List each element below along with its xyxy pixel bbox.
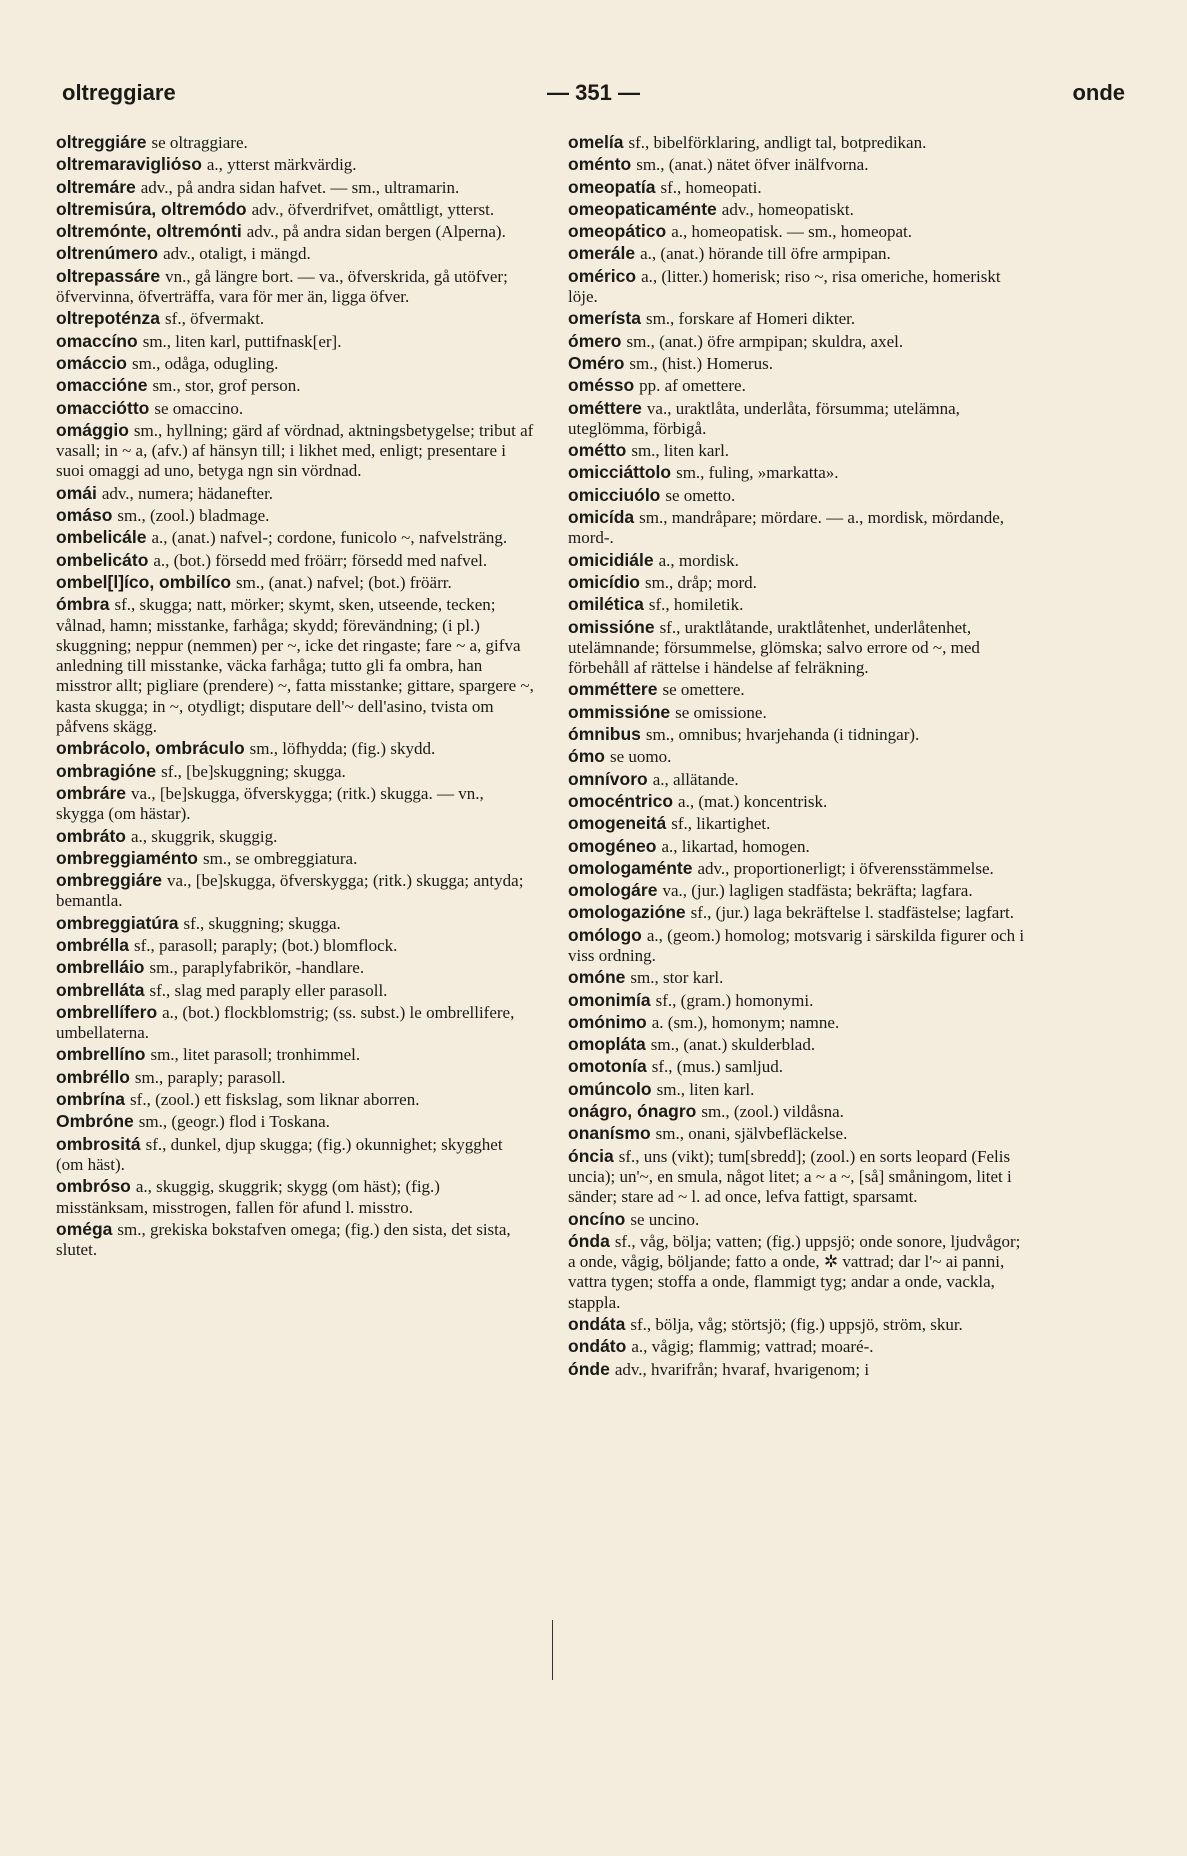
dictionary-entry <box>568 1012 1032 1033</box>
entry-headword: omeopaticaménte <box>568 198 717 219</box>
entry-definition: sf., dunkel, djup skugga; (fig.) okunnighet; skygghet (om häst). <box>56 1134 503 1174</box>
dictionary-entry <box>56 221 534 242</box>
entry-definition: va., [be]skugga, öfverskygga; (ritk.) skugga. — vn., skygga (om hästar). <box>56 783 484 824</box>
dictionary-entry <box>568 199 1032 220</box>
entry-definition: adv., hvarifrån; hvaraf, hvarigenom; i <box>614 1359 870 1379</box>
entry-headword: omúncolo <box>568 1078 652 1099</box>
entry-definition: sm., fuling, »markatta». <box>676 463 839 483</box>
dictionary-entry <box>568 1336 1032 1357</box>
entry-definition: a., (anat.) hörande till öfre armpipan. <box>640 244 891 264</box>
entry-headword: ombrelláio <box>56 957 145 978</box>
dictionary-entry <box>568 1034 1032 1055</box>
entry-definition: sf., uns (vikt); tum[sbredd]; (zool.) en sorts leopard (Felis uncia); un'~, en smula, något litet; a ~ a ~, [så] småningom, litet i sänder; stare ad ~ l. ad once, lefva fattigt, sparsamt. <box>568 1146 1012 1207</box>
entry-definition: sm., (zool.) bladmage. <box>117 506 270 526</box>
dictionary-entry <box>56 761 534 782</box>
entry-definition: sm., omnibus; hvarjehanda (i tidningar). <box>645 725 920 745</box>
entry-definition: sm., forskare af Homeri dikter. <box>645 309 856 329</box>
dictionary-entry <box>56 594 534 737</box>
entry-definition: sm., hyllning; gärd af vördnad, aktningsbetygelse; tribut af vasall; in ~ a, (afv.) af hänsyn till; i likhet med, enligt; presentare i suoi omaggi ad uno, betyga ngn sin vördnad. <box>56 420 534 481</box>
header-left-guide-word: oltreggiare <box>62 80 176 105</box>
entry-headword: ombrélla <box>56 934 129 955</box>
entry-definition: sm., liten karl. <box>656 1079 755 1099</box>
dictionary-entry <box>56 132 534 153</box>
left-column <box>56 132 534 1261</box>
entry-headword: oméga <box>56 1218 113 1239</box>
dictionary-entry <box>56 266 534 308</box>
dictionary-entry <box>568 1146 1032 1208</box>
entry-headword: ombrína <box>56 1089 126 1110</box>
entry-definition: adv., proportionerligt; i öfverensstämmelse. <box>697 858 994 878</box>
dictionary-entry <box>568 462 1032 483</box>
entry-definition: a., likartad, homogen. <box>661 836 810 856</box>
dictionary-entry <box>568 1209 1032 1230</box>
dictionary-entry <box>56 738 534 759</box>
dictionary-entry <box>568 550 1032 571</box>
entry-headword: ombróso <box>56 1176 131 1197</box>
entry-definition: se omissione. <box>675 702 767 722</box>
entry-headword: ombrellífero <box>56 1001 158 1022</box>
entry-headword: oménto <box>568 154 632 175</box>
entry-headword: omággio <box>56 419 129 440</box>
entry-headword: ómnibus <box>568 724 641 745</box>
entry-headword: ométtere <box>568 397 642 418</box>
entry-headword: ombrácolo, ombráculo <box>56 738 245 759</box>
entry-definition: sf., bölja, våg; störtsjö; (fig.) uppsjö, ström, skur. <box>630 1315 963 1335</box>
dictionary-entry <box>56 505 534 526</box>
dictionary-entry <box>568 243 1032 264</box>
entry-definition: a., (litter.) homerisk; riso ~, risa omeriche, homeriskt löje. <box>568 266 1001 307</box>
entry-definition: a., homeopatisk. — sm., homeopat. <box>671 222 913 242</box>
dictionary-entry <box>568 791 1032 812</box>
entry-headword: ombelicáto <box>56 549 149 570</box>
dictionary-entry <box>568 746 1032 767</box>
entry-definition: sf., slag med paraply eller parasoll. <box>149 980 388 1000</box>
dictionary-entry <box>568 1359 1032 1380</box>
entry-definition: sm., liten karl. <box>631 441 730 461</box>
dictionary-entry <box>56 572 534 593</box>
entry-headword: omacciótto <box>56 397 150 418</box>
entry-headword: omónimo <box>568 1011 647 1032</box>
entry-definition: sf., homiletik. <box>648 595 744 615</box>
entry-definition: adv., öfverdrifvet, omåttligt, ytterst. <box>251 199 495 219</box>
dictionary-entry <box>56 331 534 352</box>
dictionary-entry <box>56 1067 534 1088</box>
entry-headword: Oméro <box>568 352 625 373</box>
dictionary-entry <box>568 308 1032 329</box>
entry-definition: sm., (anat.) skulderblad. <box>650 1035 816 1055</box>
entry-definition: sf., parasoll; paraply; (bot.) blomflock. <box>133 935 398 955</box>
entry-definition: se omaccino. <box>154 398 244 418</box>
entry-headword: omaccíno <box>56 330 138 351</box>
entry-definition: sm., grekiska bokstafven omega; (fig.) den sista, det sista, slutet. <box>56 1219 511 1260</box>
entry-definition: sm., liten karl, puttifnask[er]. <box>142 331 342 351</box>
dictionary-entry <box>56 826 534 847</box>
dictionary-entry <box>56 1134 534 1176</box>
entry-headword: onanísmo <box>568 1123 651 1144</box>
entry-headword: ómo <box>568 746 605 767</box>
dictionary-entry <box>568 398 1032 440</box>
entry-headword: oltrenúmero <box>56 243 159 264</box>
dictionary-entry <box>568 990 1032 1011</box>
entry-headword: omerále <box>568 243 636 264</box>
dictionary-entry <box>56 199 534 220</box>
entry-headword: ommissióne <box>568 701 671 722</box>
entry-definition: sm., paraplyfabrikör, -handlare. <box>149 958 365 978</box>
dictionary-entry <box>568 1123 1032 1144</box>
entry-definition: a., (mat.) koncentrisk. <box>678 791 828 811</box>
dictionary-entry <box>56 1002 534 1044</box>
entry-headword: omólogo <box>568 924 642 945</box>
entry-definition: adv., otaligt, i mängd. <box>163 244 311 264</box>
dictionary-entry <box>56 375 534 396</box>
entry-headword: oltrepoténza <box>56 308 161 329</box>
entry-headword: ombragióne <box>56 760 157 781</box>
dictionary-entry <box>56 550 534 571</box>
entry-headword: omeopático <box>568 221 667 242</box>
dictionary-entry <box>56 154 534 175</box>
entry-headword: oltreggiáre <box>56 132 147 152</box>
dictionary-entry <box>56 308 534 329</box>
entry-headword: omologazióne <box>568 902 686 923</box>
dictionary-entry <box>56 1219 534 1261</box>
entry-definition: sf., skugga; natt, mörker; skymt, sken, utseende, tecken; vålnad, hamn; misstanke, farhåga; skydd; förevändning; (i pl.) skuggning; neppur (nemmen) per ~, icke det ringaste; fare ~ a, gifva anledning till misstanke, väcka farhåga; tutto gli fa ombra, han misstror allt; pigliare (prendere) ~, fatta misstanke; gittare, spargere ~, kasta skugga; in ~, otydligt; disputare dell'~ dell'asino, tvista om påfvens skägg. <box>56 595 534 737</box>
dictionary-entry <box>568 375 1032 396</box>
entry-definition: sm., (geogr.) flod i Toskana. <box>138 1112 330 1132</box>
entry-headword: omelía <box>568 132 624 152</box>
dictionary-entry <box>568 331 1032 352</box>
entry-definition: sf., (mus.) samljud. <box>651 1057 784 1077</box>
entry-headword: omicídio <box>568 571 640 592</box>
entry-headword: ombrositá <box>56 1133 141 1154</box>
entry-headword: ombréllo <box>56 1066 130 1087</box>
dictionary-entry <box>56 420 534 482</box>
entry-headword: ométto <box>568 440 627 461</box>
entry-definition: se oltraggiare. <box>151 133 248 152</box>
entry-definition: adv., på andra sidan bergen (Alperna). <box>246 222 506 242</box>
dictionary-entry <box>568 507 1032 549</box>
entry-definition: sm., mandråpare; mördare. — a., mordisk, mördande, mord-. <box>568 508 1005 548</box>
dictionary-entry <box>56 1044 534 1065</box>
entry-headword: oncíno <box>568 1208 626 1229</box>
dictionary-entry <box>56 783 534 825</box>
entry-definition: sf., uraktlåtande, uraktlåtenhet, underlåtenhet, utelämnande; försummelse, glömska; salvo errore od ~, med förbehåll af rättelse i händelse af felräkning. <box>568 617 980 678</box>
entry-headword: ómero <box>568 330 622 351</box>
entry-definition: a., skuggrik, skuggig. <box>131 826 278 846</box>
dictionary-entry <box>568 769 1032 790</box>
entry-definition: pp. af omettere. <box>639 376 746 396</box>
dictionary-entry <box>568 925 1032 967</box>
entry-definition: sm., stor, grof person. <box>152 376 301 396</box>
entry-definition: sm., (anat.) nafvel; (bot.) fröärr. <box>236 572 452 592</box>
entry-definition: sm., onani, självbefläckelse. <box>655 1124 848 1144</box>
page-header <box>62 80 1125 114</box>
entry-headword: omaccióne <box>56 375 148 396</box>
entry-definition: a., allätande. <box>652 769 739 789</box>
entry-headword: oltremónte, oltremónti <box>56 221 242 242</box>
entry-definition: a., vågig; flammig; vattrad; moaré-. <box>631 1337 874 1357</box>
entry-definition: sm., dråp; mord. <box>644 572 757 592</box>
dictionary-entry <box>56 1176 534 1218</box>
dictionary-entry <box>568 1101 1032 1122</box>
entry-headword: ombrellíno <box>56 1044 146 1065</box>
entry-headword: omonimía <box>568 989 651 1010</box>
dictionary-entry <box>56 980 534 1001</box>
dictionary-entry <box>56 398 534 419</box>
entry-definition: adv., homeopatiskt. <box>721 199 854 219</box>
header-right-guide-word: onde <box>1072 80 1125 105</box>
right-column <box>568 132 1032 1381</box>
entry-definition: va., [be]skugga, öfverskygga; (ritk.) skugga; antyda; bemantla. <box>56 871 524 911</box>
entry-headword: omicída <box>568 507 635 528</box>
entry-headword: ombrelláta <box>56 979 145 1000</box>
dictionary-entry <box>56 483 534 504</box>
entry-headword: óncia <box>568 1145 614 1166</box>
dictionary-entry <box>568 266 1032 308</box>
dictionary-entry <box>568 1314 1032 1335</box>
entry-headword: omissióne <box>568 616 655 637</box>
entry-headword: ombreggiaménto <box>56 847 198 868</box>
page-number: — 351 — <box>547 80 640 105</box>
entry-definition: sm., se ombreggiatura. <box>202 848 358 868</box>
dictionary-entry <box>568 813 1032 834</box>
entry-definition: a., (bot.) försedd med fröärr; försedd med nafvel. <box>153 550 488 570</box>
entry-headword: oltrepassáre <box>56 265 161 286</box>
entry-headword: oltremaravigliόso <box>56 154 202 175</box>
dictionary-entry <box>56 957 534 978</box>
entry-headword: ónde <box>568 1358 610 1379</box>
dictionary-entry <box>568 858 1032 879</box>
entry-definition: sf., (zool.) ett fiskslag, som liknar aborren. <box>130 1090 420 1110</box>
entry-headword: omogéneo <box>568 835 657 856</box>
entry-definition: a., (anat.) nafvel-; cordone, funicolo ~, nafvelsträng. <box>151 528 508 548</box>
entry-definition: sm., (anat.) nätet öfver inälfvorna. <box>636 155 869 175</box>
dictionary-entry <box>56 935 534 956</box>
entry-definition: va., (jur.) lagligen stadfästa; bekräfta; lagfara. <box>662 881 973 901</box>
dictionary-entry <box>568 221 1032 242</box>
entry-headword: onágro, ónagro <box>568 1101 697 1122</box>
entry-definition: sf., öfvermakt. <box>165 309 265 329</box>
entry-headword: omáccio <box>56 352 127 373</box>
entry-definition: sf., likartighet. <box>671 814 771 834</box>
entry-definition: se omettere. <box>662 680 745 700</box>
entry-definition: sf., våg, bölja; vatten; (fig.) uppsjö; onde sonore, ljudvågor; a onde, vågig, böljande; fatto a onde, ✲ vattrad; dar l'~ ai panni, vattra tygen; stoffa a onde, flammigt tyg; andar a onde, vackla, stappla. <box>568 1231 1021 1312</box>
entry-definition: a., ytterst märkvärdig. <box>206 155 357 175</box>
entry-definition: sf., (jur.) laga bekräftelse l. stadfästelse; lagfart. <box>690 903 1014 923</box>
entry-definition: vn., gå längre bort. — va., öfverskrida, gå utöfver; öfvervinna, öfverträffa, vara för mer än, ligga öfver. <box>56 266 508 307</box>
dictionary-entry <box>568 679 1032 700</box>
entry-definition: sf., skuggning; skugga. <box>183 913 341 933</box>
entry-definition: se uomo. <box>609 747 672 767</box>
dictionary-entry <box>568 594 1032 615</box>
entry-headword: oltremáre <box>56 176 136 197</box>
entry-definition: a., (bot.) flockblomstrig; (ss. subst.) le ombrellifere, umbellaterna. <box>56 1002 515 1043</box>
entry-definition: sm., stor karl. <box>630 968 724 988</box>
entry-headword: omérico <box>568 265 637 286</box>
dictionary-entry <box>56 527 534 548</box>
entry-definition: sm., (zool.) vildåsna. <box>701 1102 844 1122</box>
entry-headword: ombelicále <box>56 527 147 548</box>
entry-definition: adv., numera; hädanefter. <box>101 483 274 503</box>
entry-headword: omopláta <box>568 1034 646 1055</box>
dictionary-entry <box>568 880 1032 901</box>
dictionary-entry <box>56 243 534 264</box>
entry-headword: omnívoro <box>568 768 648 789</box>
entry-definition: sm., odåga, odugling. <box>132 353 279 373</box>
dictionary-entry <box>568 1079 1032 1100</box>
dictionary-entry <box>56 1089 534 1110</box>
entry-headword: omologáre <box>568 880 658 901</box>
entry-definition: sm., (anat.) öfre armpipan; skuldra, axel. <box>626 331 904 351</box>
entry-definition: a., mordisk. <box>658 550 739 570</box>
entry-headword: oltremisúra, oltremódo <box>56 198 247 219</box>
dictionary-entry <box>56 177 534 198</box>
dictionary-entry <box>568 132 1032 153</box>
dictionary-entry <box>56 1111 534 1132</box>
entry-definition: se uncino. <box>630 1209 700 1229</box>
entry-headword: omésso <box>568 375 635 396</box>
entry-headword: omicciuólo <box>568 484 661 505</box>
entry-definition: adv., på andra sidan hafvet. — sm., ultramarin. <box>140 177 460 197</box>
entry-definition: sm., (hist.) Homerus. <box>629 353 773 373</box>
entry-definition: a., skuggig, skuggrik; skygg (om häst); (fig.) misstänksam, misstrogen, fallen för afund l. misstro. <box>56 1177 440 1217</box>
entry-definition: sm., paraply; parasoll. <box>134 1067 286 1087</box>
entry-headword: omáso <box>56 505 113 526</box>
entry-definition: a., (geom.) homolog; motsvarig i särskilda figurer och i viss ordning. <box>568 925 1025 965</box>
dictionary-entry <box>568 1056 1032 1077</box>
column-rule <box>552 1620 553 1680</box>
entry-headword: omerísta <box>568 308 641 329</box>
entry-headword: omologaménte <box>568 857 693 878</box>
entry-headword: omogeneitá <box>568 813 667 834</box>
dictionary-entry <box>568 353 1032 374</box>
entry-headword: ombreggiatúra <box>56 912 179 933</box>
dictionary-entry <box>568 572 1032 593</box>
entry-headword: omméttere <box>568 679 658 700</box>
dictionary-entry <box>568 702 1032 723</box>
dictionary-entry <box>568 617 1032 679</box>
entry-headword: ónda <box>568 1230 610 1251</box>
dictionary-entry <box>56 353 534 374</box>
dictionary-entry <box>568 177 1032 198</box>
entry-definition: va., uraktlåta, underlåta, försumma; utelämna, uteglömma, förbigå. <box>568 398 960 438</box>
entry-definition: se ometto. <box>665 485 736 505</box>
dictionary-entry <box>568 440 1032 461</box>
entry-headword: omái <box>56 482 97 503</box>
entry-definition: sf., (gram.) homonymi. <box>655 990 814 1010</box>
entry-definition: sf., bibelförklaring, andligt tal, botpredikan. <box>628 133 927 152</box>
entry-headword: omicidiále <box>568 549 654 570</box>
dictionary-entry <box>56 913 534 934</box>
entry-headword: omotonía <box>568 1056 647 1077</box>
entry-headword: omilética <box>568 594 644 615</box>
dictionary-entry <box>568 902 1032 923</box>
entry-definition: sf., homeopati. <box>660 177 762 197</box>
entry-headword: ombreggiáre <box>56 870 162 891</box>
dictionary-entry <box>568 1231 1032 1313</box>
dictionary-entry <box>568 154 1032 175</box>
entry-headword: ombel[l]íco, ombilíco <box>56 571 232 592</box>
entry-headword: omicciáttolo <box>568 462 672 483</box>
entry-headword: omeopatía <box>568 176 656 197</box>
entry-headword: Ombróne <box>56 1111 134 1132</box>
entry-headword: ombráto <box>56 825 126 846</box>
entry-definition: sf., [be]skuggning; skugga. <box>161 761 346 781</box>
entry-definition: sm., litet parasoll; tronhimmel. <box>150 1045 361 1065</box>
entry-definition: sm., löfhydda; (fig.) skydd. <box>249 739 436 759</box>
entry-definition: a. (sm.), homonym; namne. <box>651 1012 840 1032</box>
entry-headword: ondáta <box>568 1314 626 1335</box>
dictionary-entry <box>568 836 1032 857</box>
entry-headword: ombráre <box>56 782 127 803</box>
entry-headword: ómbra <box>56 594 110 615</box>
dictionary-entry <box>56 870 534 912</box>
entry-headword: omóne <box>568 967 626 988</box>
entry-headword: omocéntrico <box>568 790 674 811</box>
entry-headword: ondáto <box>568 1336 627 1357</box>
dictionary-entry <box>568 724 1032 745</box>
dictionary-entry <box>568 485 1032 506</box>
dictionary-entry <box>56 848 534 869</box>
dictionary-entry <box>568 967 1032 988</box>
